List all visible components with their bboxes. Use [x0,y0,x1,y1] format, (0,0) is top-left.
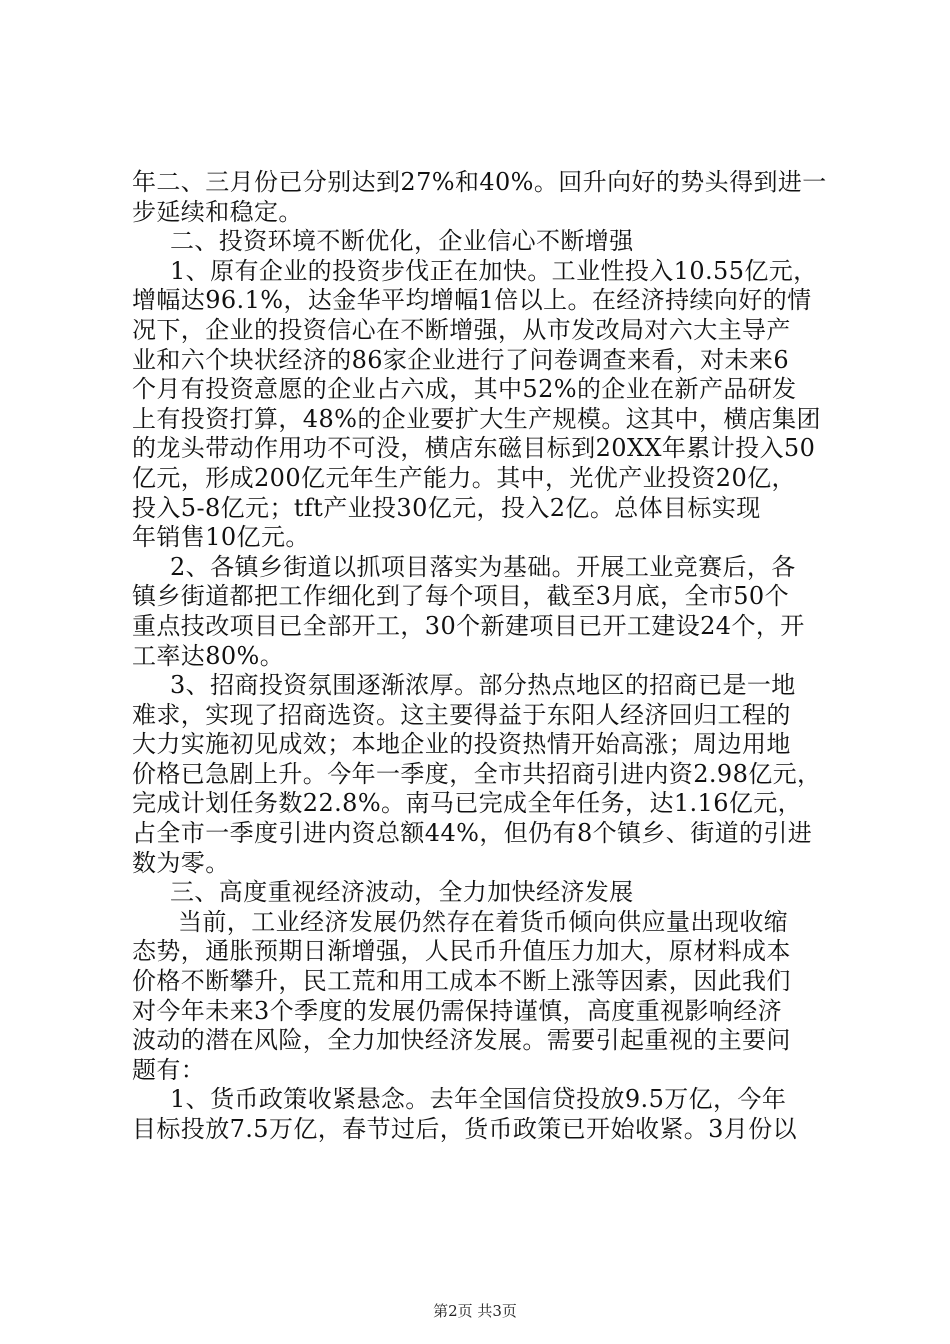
text-line: 当前，工业经济发展仍然存在着货币倾向供应量出现收缩 [178,907,788,936]
text-line: 业和六个块状经济的86家企业进行了问卷调查来看，对未来6 [132,345,790,374]
text-line: 完成计划任务数22.8%。南马已完成全年任务，达1.16亿元， [132,789,803,818]
text-line: 价格不断攀升，民工荒和用工成本不断上涨等因素，因此我们 [132,967,791,996]
text-line: 年销售10亿元。 [132,523,310,552]
text-line: 的龙头带动作用功不可没，横店东磁目标到20XX年累计投入50 [132,434,816,463]
text-line: 1、原有企业的投资步伐正在加快。工业性投入10.55亿元， [170,256,818,285]
text-line: 2、各镇乡街道以抓项目落实为基础。开展工业竞赛后，各 [170,552,796,581]
text-line: 难求，实现了招商选资。这主要得益于东阳人经济回归工程的 [132,700,791,729]
text-line: 目标投放7.5万亿，春节过后，货币政策已开始收紧。3月份以 [132,1115,798,1143]
text-line: 况下，企业的投资信心在不断增强，从市发改局对六大主导产 [132,315,791,344]
text-line: 个月有投资意愿的企业占六成，其中52%的企业在新产品研发 [132,375,797,404]
text-line: 数为零。 [132,848,230,877]
text-line: 题有： [132,1055,206,1084]
text-line: 占全市一季度引进内资总额44%，但仍有8个镇乡、街道的引进 [132,819,813,848]
page-number: 第2页 共3页 [433,1302,517,1320]
text-line: 年二、三月份已分别达到27%和40%。回升向好的势头得到进一 [132,168,827,196]
text-line: 投入5-8亿元；tft产业投30亿元，投入2亿。总体目标实现 [132,493,761,522]
text-line: 态势，通胀预期日渐增强，人民币升值压力加大，原材料成本 [132,937,791,966]
text-line: 工率达80%。 [132,641,285,670]
text-line: 亿元，形成200亿元年生产能力。其中，光优产业投资20亿， [132,463,796,492]
text-line: 上有投资打算，48%的企业要扩大生产规模。这其中，横店集团 [132,404,821,433]
text-line: 价格已急剧上升。今年一季度，全市共招商引进内资2.98亿元， [132,759,822,788]
body-text [132,168,832,1145]
section-heading: 二、投资环境不断优化，企业信心不断增强 [170,227,634,256]
text-line: 1、货币政策收紧悬念。去年全国信贷投放9.5万亿，今年 [170,1085,787,1114]
text-line: 3、招商投资氛围逐渐浓厚。部分热点地区的招商已是一地 [170,671,796,700]
section-heading: 三、高度重视经济波动，全力加快经济发展 [170,878,634,907]
text-line: 步延续和稳定。 [132,197,303,226]
text-line: 重点技改项目已全部开工，30个新建项目已开工建设24个，开 [132,611,805,640]
text-line: 大力实施初见成效；本地企业的投资热情开始高涨；周边用地 [132,730,791,759]
page-footer [0,1301,950,1321]
text-line: 对今年未来3个季度的发展仍需保持谨慎，高度重视影响经济 [132,996,783,1025]
text-line: 镇乡街道都把工作细化到了每个项目，截至3月底，全市50个 [132,582,790,611]
text-line: 波动的潜在风险，全力加快经济发展。需要引起重视的主要问 [132,1026,791,1055]
text-line: 增幅达96.1%，达金华平均增幅1倍以上。在经济持续向好的情 [132,286,812,315]
